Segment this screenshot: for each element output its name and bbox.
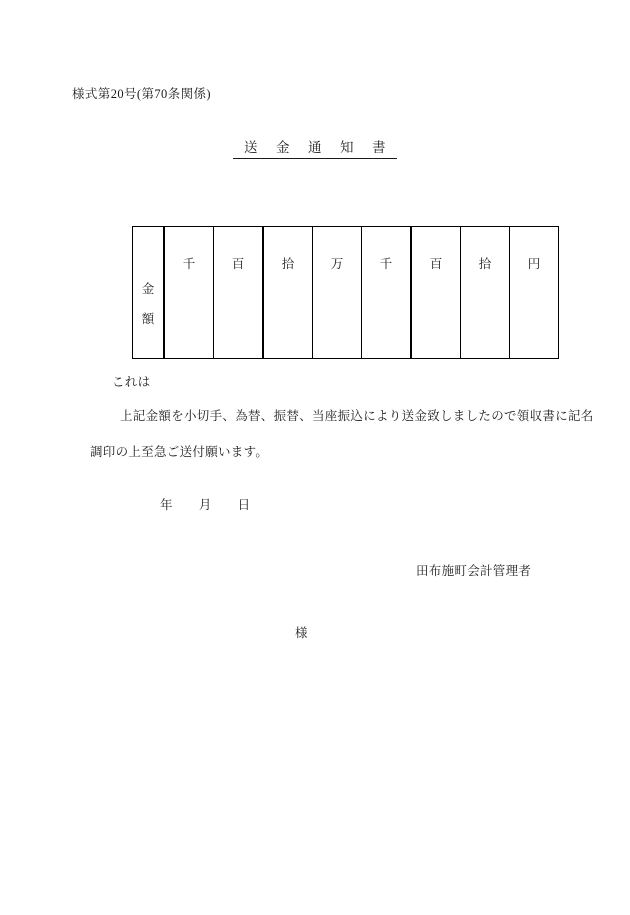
- form-number: 様式第20号(第70条関係): [72, 87, 211, 101]
- date-line: [160, 495, 250, 513]
- body-line-3: 調印の上至急ご送付願います。: [90, 445, 269, 459]
- body-line-1: これは: [112, 375, 151, 389]
- date-month-label[interactable]: 月: [198, 498, 212, 512]
- title-char-3: 通: [308, 140, 322, 155]
- table-row: [133, 227, 559, 359]
- amount-label-char-1: 金: [141, 281, 155, 296]
- date-year-label[interactable]: 年: [160, 498, 173, 512]
- amount-cell-sen-oku[interactable]: 千: [164, 227, 214, 359]
- body-line-2: 上記金額を小切手、為替、振替、当座振込により送金致しましたので領収書に記名: [120, 409, 594, 423]
- signer-name: 田布施町会計管理者: [416, 564, 532, 578]
- addressee-honorific: 様: [295, 626, 308, 640]
- title-char-2: 金: [276, 140, 290, 155]
- amount-cell-sen[interactable]: 千: [362, 227, 412, 359]
- amount-cell-hyaku[interactable]: 百: [411, 227, 461, 359]
- page-title-underline: [233, 141, 397, 159]
- amount-cell-en[interactable]: 円: [510, 227, 559, 359]
- amount-cell-jyu-man[interactable]: 拾: [263, 227, 313, 359]
- amount-cell-hyaku-oku[interactable]: 百: [214, 227, 264, 359]
- title-char-4: 知: [340, 140, 354, 155]
- amount-cell-man[interactable]: 万: [313, 227, 362, 359]
- title-char-5: 書: [372, 140, 386, 155]
- date-day-label[interactable]: 日: [237, 498, 251, 512]
- page-title: [0, 140, 630, 159]
- amount-table: [132, 226, 559, 359]
- amount-label-char-2: 額: [141, 311, 155, 326]
- amount-cell-jyu[interactable]: 拾: [461, 227, 510, 359]
- amount-row-label: [133, 227, 165, 359]
- title-char-1: 送: [244, 140, 258, 155]
